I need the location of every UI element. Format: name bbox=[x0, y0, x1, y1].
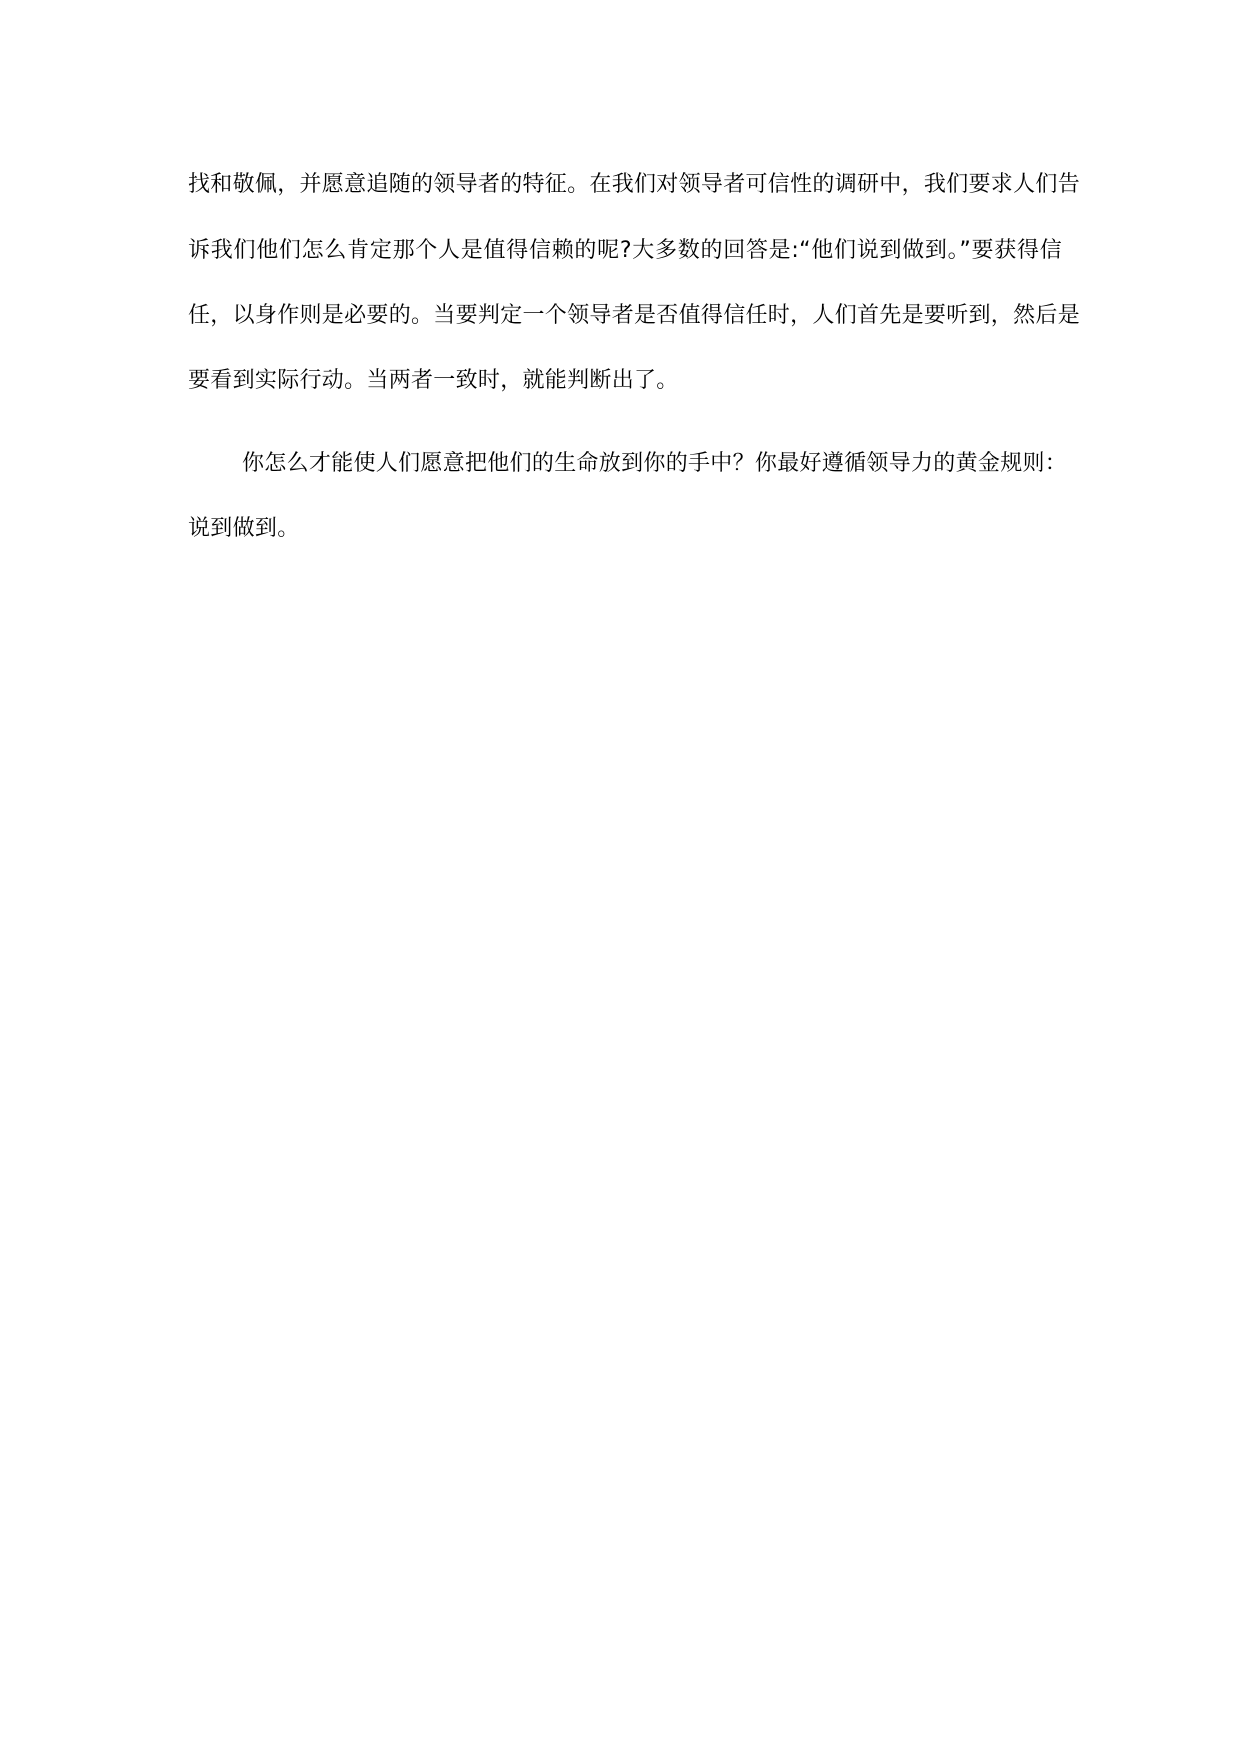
paragraph-1-line-2: 诉我们他们怎么肯定那个人是值得信赖的呢?大多数的回答是:“他们说到做到。”要获得信 bbox=[188, 238, 1062, 263]
paragraph-2-line-2: 说到做到。 bbox=[188, 516, 300, 541]
paragraph-1-line-3: 任，以身作则是必要的。当要判定一个领导者是否值得信任时，人们首先是要听到，然后是 bbox=[188, 303, 1081, 328]
paragraph-1-line-1: 找和敬佩，并愿意追随的领导者的特征。在我们对领导者可信性的调研中，我们要求人们告 bbox=[188, 172, 1081, 197]
paragraph-2-line-1: 你怎么才能使人们愿意把他们的生命放到你的手中？你最好遵循领导力的黄金规则： bbox=[242, 451, 1068, 476]
paragraph-1-line-4: 要看到实际行动。当两者一致时，就能判断出了。 bbox=[188, 368, 679, 393]
